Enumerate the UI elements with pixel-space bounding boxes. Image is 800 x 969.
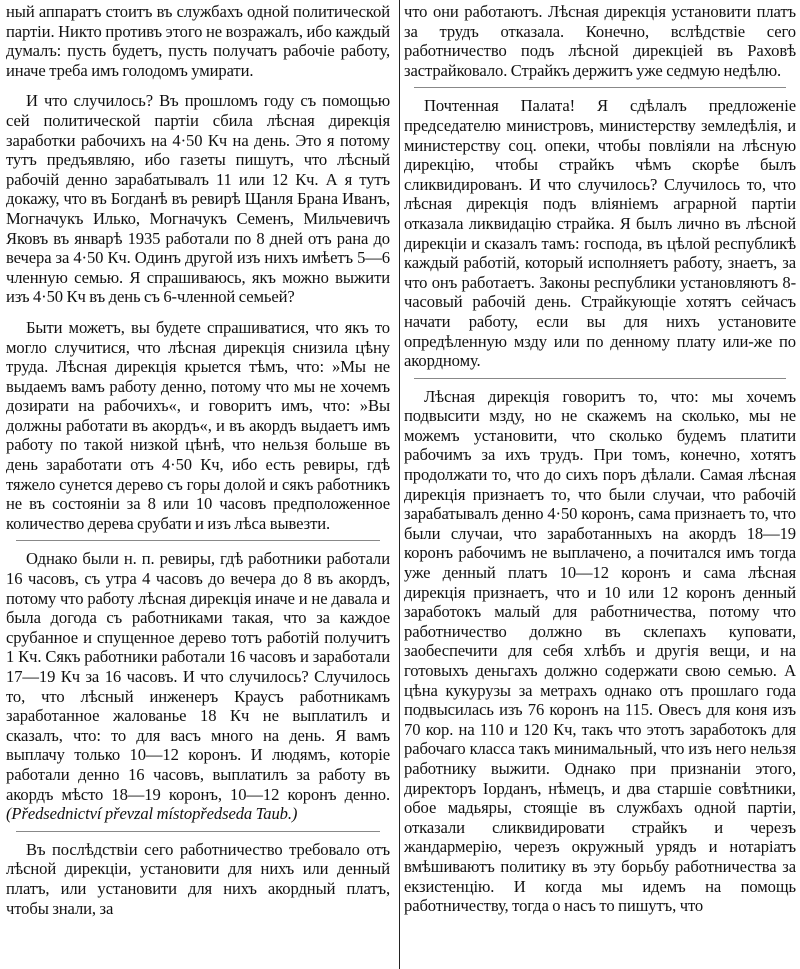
chair-change-note: (Předsednictví převzal místopředseda Taub.) <box>6 804 298 824</box>
paragraph-left-3: Быти можетъ, вы будете спрашиватися, что якъ то могло случитися, что лѣсная дирекція снизила цѣну труда. Лѣсная дирекція крыется тѣмъ, что: »Мы не выдаемъ вамъ работу денно, потому что мы не хочемъ дозирати на рабочихъ«, и говоритъ имъ, что: »Вы должны работати въ акордъ«, и въ акордъ выдаетъ имъ работу по такой низкой цѣнѣ, что нельзя больше въ день заработати отъ 4·50 Кч, ибо есть ревиры, гдѣ тяжело сунется дерево съ горы долой и сякъ работникъ не въ состояніи за 8 или 10 часовъ предположенное количество дерева срубати и изъ лѣса вывезти. <box>6 317 390 533</box>
paragraph-left-4-text: Однако были н. п. ревиры, гдѣ работники работали 16 часовъ, съ утра 4 часовъ до вечера до 8 въ акордъ, потому что работу лѣсная дирекція иначе и не давала и была догода съ работниками такая, что за каждое срубанное и спущенное дерево тотъ работій получитъ 1 Кч. Сякъ работники работали 16 часовъ и заработали 17—19 Кч за 16 часовъ. И что случилось? Случилось то, что лѣсный инженеръ Краусъ работникамъ заработанное жалованье 18 Кч не выплатилъ и сказалъ, что: то для васъ много на день. Я вамъ выплачу только 10—12 коронъ. И людямъ, которіе работали денно 16 часовъ, выплатилъ за работу въ акордъ мѣсто 18—19 коронъ, 10—12 коронъ денно. <box>6 549 390 804</box>
section-rule <box>16 540 380 541</box>
section-rule <box>16 831 380 832</box>
section-rule <box>414 87 786 88</box>
paragraph-right-3: Лѣсная дирекція говоритъ то, что: мы хочемъ подвысити мзду, но не скажемъ на сколько, мы не можемъ установити, что сколько будемъ платити рабочимъ за ихъ трудъ. При томъ, конечно, хотятъ продолжати то, что до сихъ поръ дѣлали. Самая лѣсная дирекція признаетъ то, что были случаи, что рабочій зарабатывалъ денно 4·50 коронъ, сама признаетъ то, что были случаи, что заработанныхъ на акордъ 18—19 коронъ рабочимъ не выплачено, а почитался имъ тогда уже денный платъ 10—12 коронъ и сама лѣсная дирекція признаетъ, что и 10 или 12 коронъ денный заработокъ малый для работничества, потому что работничество должно въ склепахъ куповати, заобеспечити для себя хлѣбъ и другія вещи, и на готовыхъ деньгахъ должно содержати свою семью. А цѣна кукурузы за метрахъ однако отъ прошлаго года подвысилась изъ 76 коронъ на 115. Овесъ для коня изъ 70 кор. на 110 и 120 Кч, такъ что этотъ заработокъ для рабочаго класса такъ минимальный, что изъ него нельзя работнику выжити. Однако при признаніи этого, директоръ Іорданъ, нѣмецъ, и два старшіе совѣтники, обое мадьяры, стоящіе въ службахъ одной партіи, отказали сликвидировати страйкъ и черезъ жандармерію, черезъ окружный урядъ и нотаріатъ вмѣшиваютъ политику въ эту борьбу работничества за екзистенцію. И когда мы идемъ на помощь работничеству, тогда о насъ то пишутъ, что <box>404 386 796 916</box>
paragraph-right-2: Почтенная Палата! Я сдѣлалъ предложеніе председателю министровъ, министерству земледѣлія, и министерству соц. опеки, чтобы повліяли на лѣсную дирекцію, чтобы страйкъ чѣмъ скорѣе былъ сликвидированъ. И что случилось? Случилось то, что лѣсная дирекція подъ вліяніемъ аграрной партіи отказала ликвидацію страйка. Я былъ лично въ лѣсной дирекціи и сказалъ тамъ: господа, въ цѣлой республикѣ каждый работій, который исполняетъ работу, знаетъ, за что онъ работаетъ. Законы республики установляютъ 8-часовый рабочій день. Страйкующіе хотятъ сейчасъ начати работу, если вы для нихъ установите опредѣленную мзду или по денному плату или-же по акордному. <box>404 96 796 371</box>
right-column <box>404 2 796 969</box>
paragraph-left-4 <box>6 549 390 823</box>
column-divider <box>399 0 400 969</box>
paragraph-right-1: что они работаютъ. Лѣсная дирекція установити платъ за трудъ отказала. Конечно, вслѣдствіе сего работничество подъ лѣсной дирекціей въ Раховѣ застрайковало. Страйкъ держитъ уже седмую недѣлю. <box>404 2 796 80</box>
section-rule <box>414 378 786 379</box>
paragraph-left-1: ный аппаратъ стоитъ въ службахъ одной политической партіи. Никто противъ этого не возражалъ, ибо каждый думалъ: пусть будетъ, пусть получатъ рабочіе работу, иначе треба имъ голодомъ умирати. <box>6 2 390 80</box>
paragraph-left-5: Въ послѣдствіи сего работничество требовало отъ лѣсной дирекціи, установити для нихъ или денный платъ, или установити для нихъ акордный платъ, чтобы знали, за <box>6 839 390 918</box>
paragraph-left-2: И что случилось? Въ прошломъ году съ помощью сей политической партіи сбила лѣсная дирекція заработки рабочихъ на 4·50 Кч на день. Это я потому тутъ предъявляю, ибо газеты пишутъ, что лѣсный рабочій денно зарабатывалъ 11 или 12 Кч. А я тутъ докажу, что въ Богданѣ въ ревирѣ Щанля Брана Иванъ, Могначукъ Илько, Могначукъ Семенъ, Мильчевичъ Яковъ въ январѣ 1935 работали по 8 дней отъ рана до вечера за 4·50 Кч. Одинъ другой изъ нихъ имѣетъ 5—6 членную семью. Я спрашиваюсь, якъ можно выжити изъ 4·50 Кч въ день съ 6-членной семьей? <box>6 91 390 307</box>
left-column <box>6 2 394 969</box>
